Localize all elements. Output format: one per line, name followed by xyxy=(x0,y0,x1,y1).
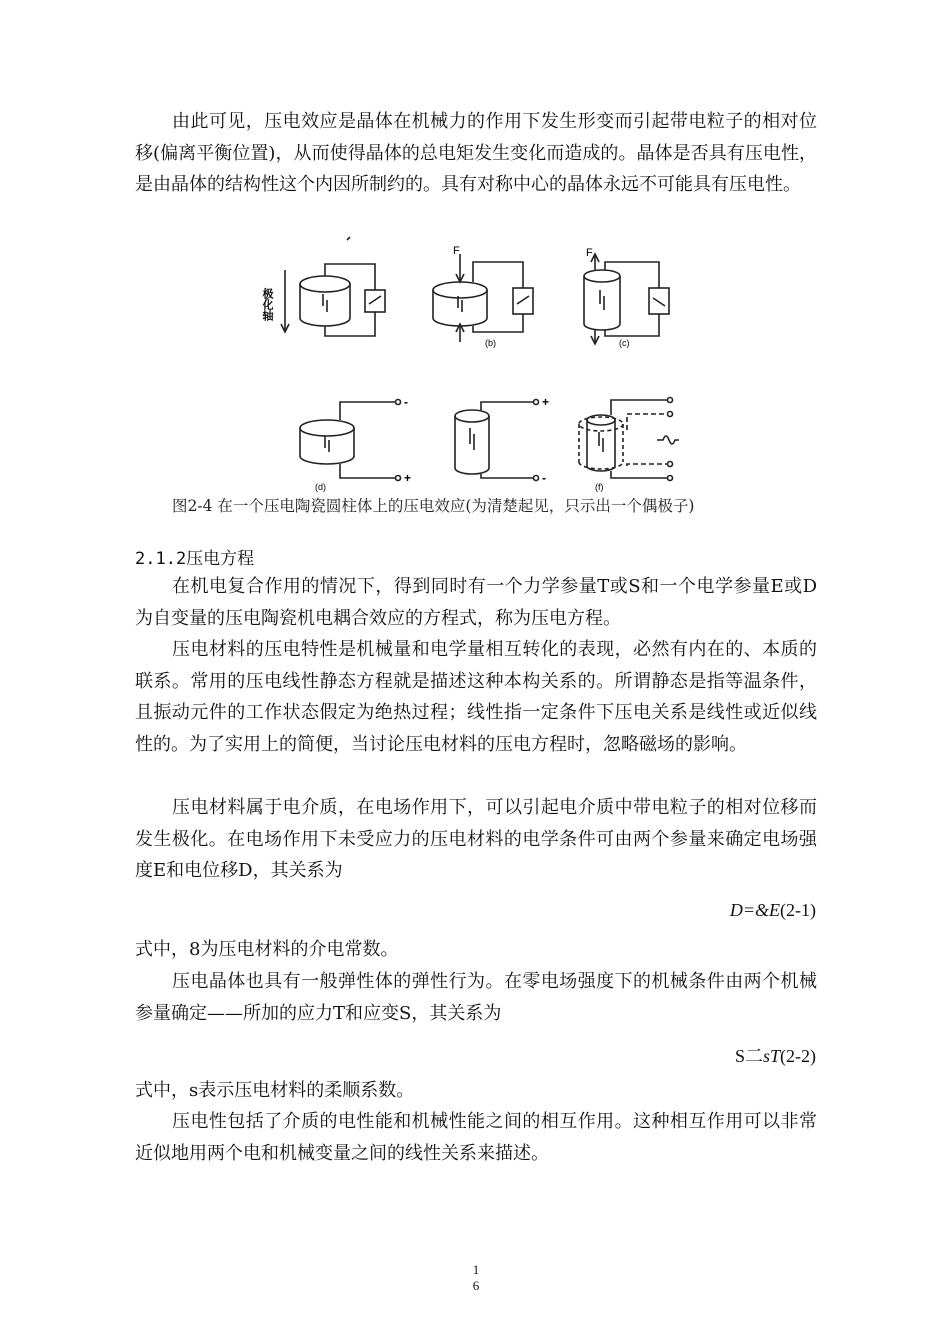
sublabel-c: (c) xyxy=(619,338,630,348)
piezo-diagram xyxy=(255,232,715,492)
sign-e-bottom: - xyxy=(542,471,546,485)
axis-label-1: 极化轴 xyxy=(261,288,273,321)
paragraph-1: 由此可见，压电效应是晶体在机械力的作用下发生形变而引起带电粒子的相对位移(偏离平衡位置)，从而使得晶体的总电矩发生变化而造成的。晶体是否具有压电性，是由晶体的结构性这个内因所制约的。具有对称中心的晶体永远不可能具有压电性。 xyxy=(135,111,817,195)
sign-d-top: - xyxy=(404,395,408,409)
sublabel-b: (b) xyxy=(485,338,496,348)
page-number-line1: 1 xyxy=(472,1262,480,1277)
force-label-c: F xyxy=(586,247,593,259)
equation-2-1: D=&E(2-1) xyxy=(729,900,816,920)
paragraph-7: 式中，s表示压电材料的柔顺系数。 xyxy=(135,1080,415,1101)
paragraph-2: 在机电复合作用的情况下，得到同时有一个力学参量T或S和一个电学参量E或D为自变量的压电陶瓷机电耦合效应的方程式，称为压电方程。 xyxy=(135,576,817,629)
sign-d-bottom: + xyxy=(404,471,412,485)
section-heading: 2.1.2压电方程 xyxy=(135,549,255,569)
paragraph-4: 压电材料属于电介质，在电场作用下，可以引起电介质中带电粒子的相对位移而发生极化。在电场作用下未受应力的压电材料的电学条件可由两个参量来确定电场强度E和电位移D，其关系为 xyxy=(135,797,817,881)
force-label-b: F xyxy=(453,245,460,257)
sublabel-d: (d) xyxy=(315,482,326,492)
equation-2-2: S二sT(2-2) xyxy=(734,1046,816,1066)
page-number xyxy=(466,1262,486,1294)
sublabel-f: (f) xyxy=(595,482,604,492)
figure-caption: 图2-4 在一个压电陶瓷圆柱体上的压电效应(为清楚起见，只示出一个偶极子) xyxy=(172,497,695,515)
paragraph-3: 压电材料的压电特性是机械量和电学量相互转化的表现，必然有内在的、本质的联系。常用的压电线性静态方程就是描述这种本构关系的。所谓静态是指等温条件，且振动元件的工作状态假定为绝热过程；线性指一定条件下压电关系是线性或近似线性的。为了实用上的简便，当讨论压电材料的压电方程时，忽略磁场的影响。 xyxy=(135,639,817,755)
paragraph-5: 式中，8为压电材料的介电常数。 xyxy=(135,939,399,960)
paragraph-8: 压电性包括了介质的电性能和机械性能之间的相互作用。这种相互作用可以非常近似地用两个电和机械变量之间的线性关系来描述。 xyxy=(135,1111,817,1164)
sign-e-top: + xyxy=(542,395,550,409)
page-number-line2: 6 xyxy=(472,1278,480,1293)
paragraph-6: 压电晶体也具有一般弹性体的弹性行为。在零电场强度下的机械条件由两个机械参量确定——所加的应力T和应变S，其关系为 xyxy=(135,971,817,1024)
piezo-figure xyxy=(255,232,715,492)
